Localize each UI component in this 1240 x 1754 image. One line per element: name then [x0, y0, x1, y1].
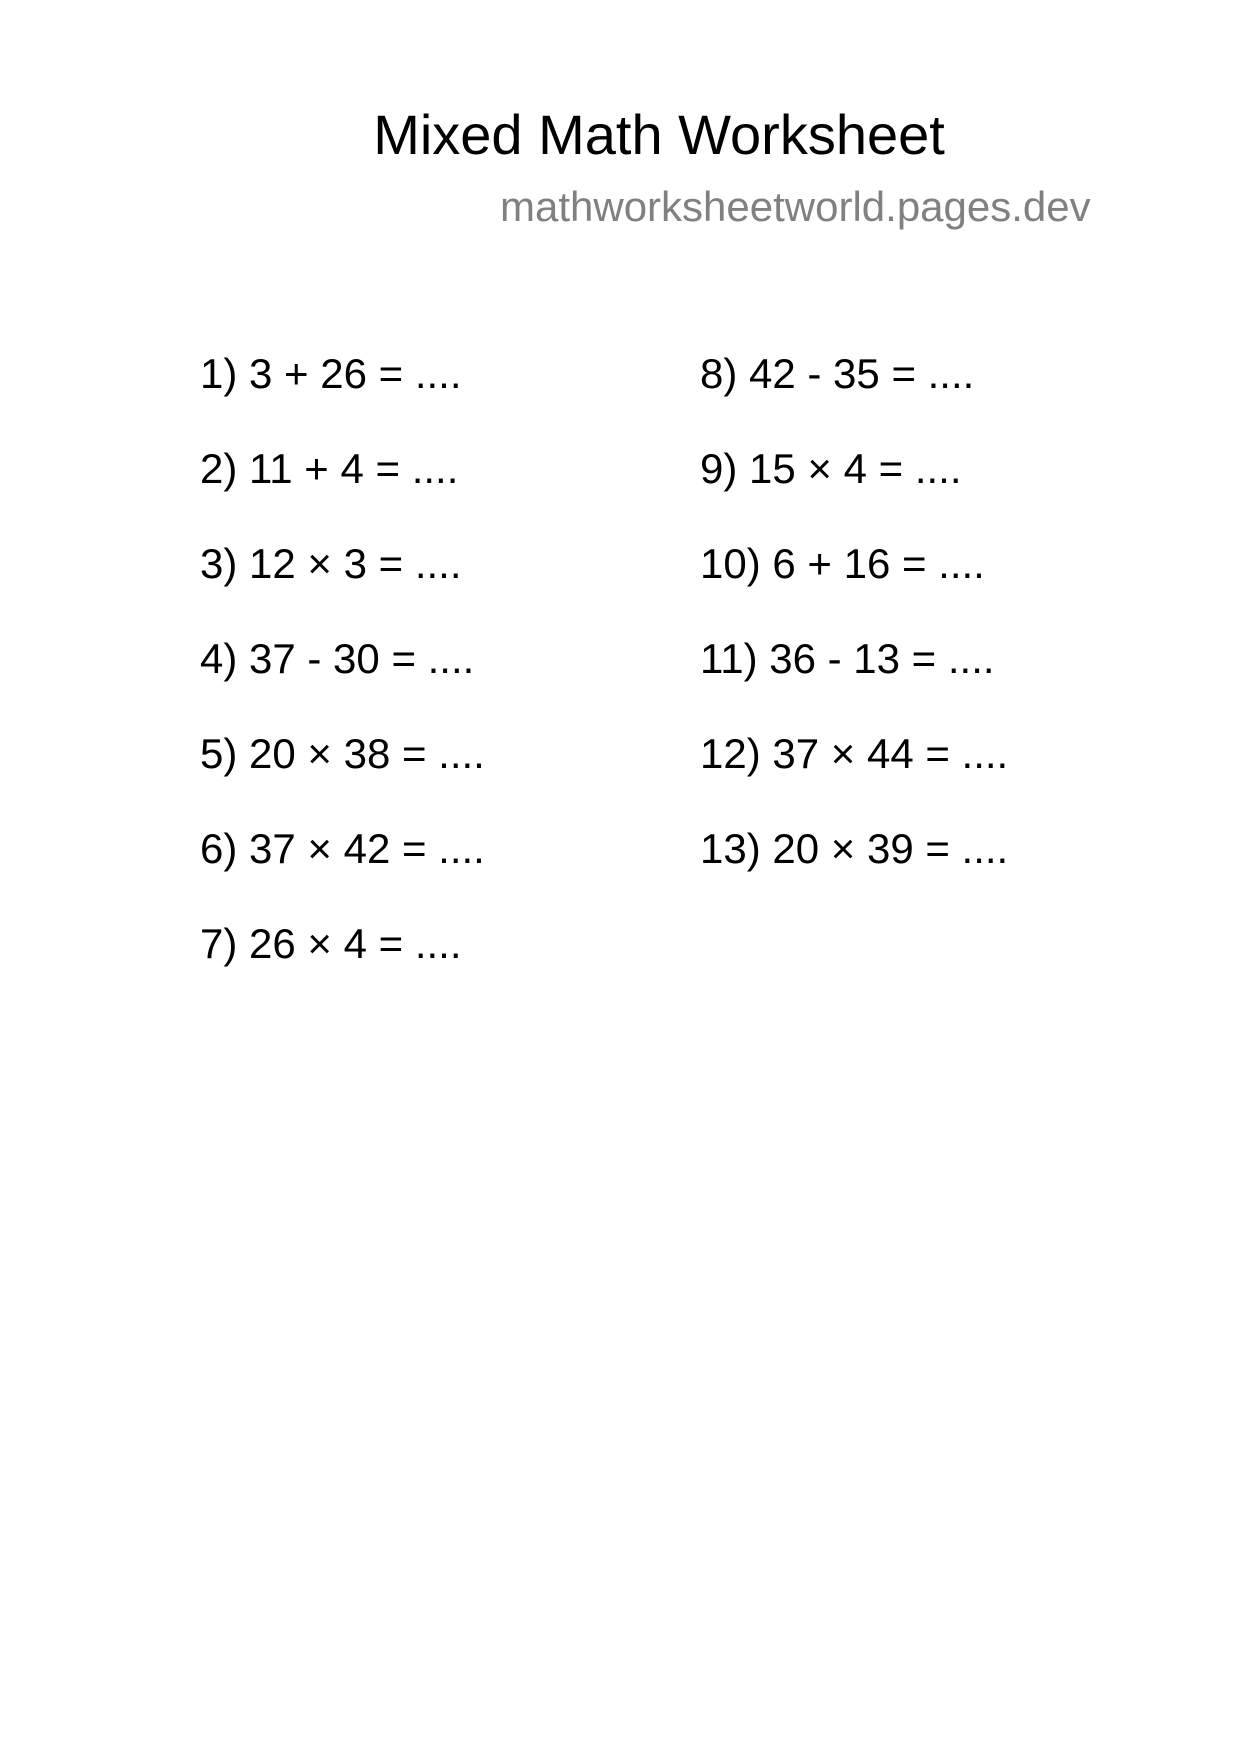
problem-item: 3) 12 × 3 = ....: [200, 540, 462, 587]
worksheet-title: Mixed Math Worksheet: [373, 103, 945, 166]
problem-item: 4) 37 - 30 = ....: [200, 635, 475, 682]
problem-item: 1) 3 + 26 = ....: [200, 350, 462, 397]
problem-item: 5) 20 × 38 = ....: [200, 730, 485, 777]
problem-item: 2) 11 + 4 = ....: [200, 445, 459, 492]
problem-column-right: [700, 348, 1008, 918]
problem-item: 6) 37 × 42 = ....: [200, 825, 485, 872]
problem-item: 10) 6 + 16 = ....: [700, 540, 985, 587]
problem-item: 8) 42 - 35 = ....: [700, 350, 975, 397]
problem-item: 11) 36 - 13 = ....: [700, 635, 995, 682]
problem-item: 9) 15 × 4 = ....: [700, 445, 962, 492]
problem-column-left: [200, 348, 485, 1013]
website-url: mathworksheetworld.pages.dev: [500, 183, 1091, 230]
problem-item: 7) 26 × 4 = ....: [200, 920, 462, 967]
problem-item: 12) 37 × 44 = ....: [700, 730, 1009, 777]
problem-item: 13) 20 × 39 = ....: [700, 825, 1009, 872]
